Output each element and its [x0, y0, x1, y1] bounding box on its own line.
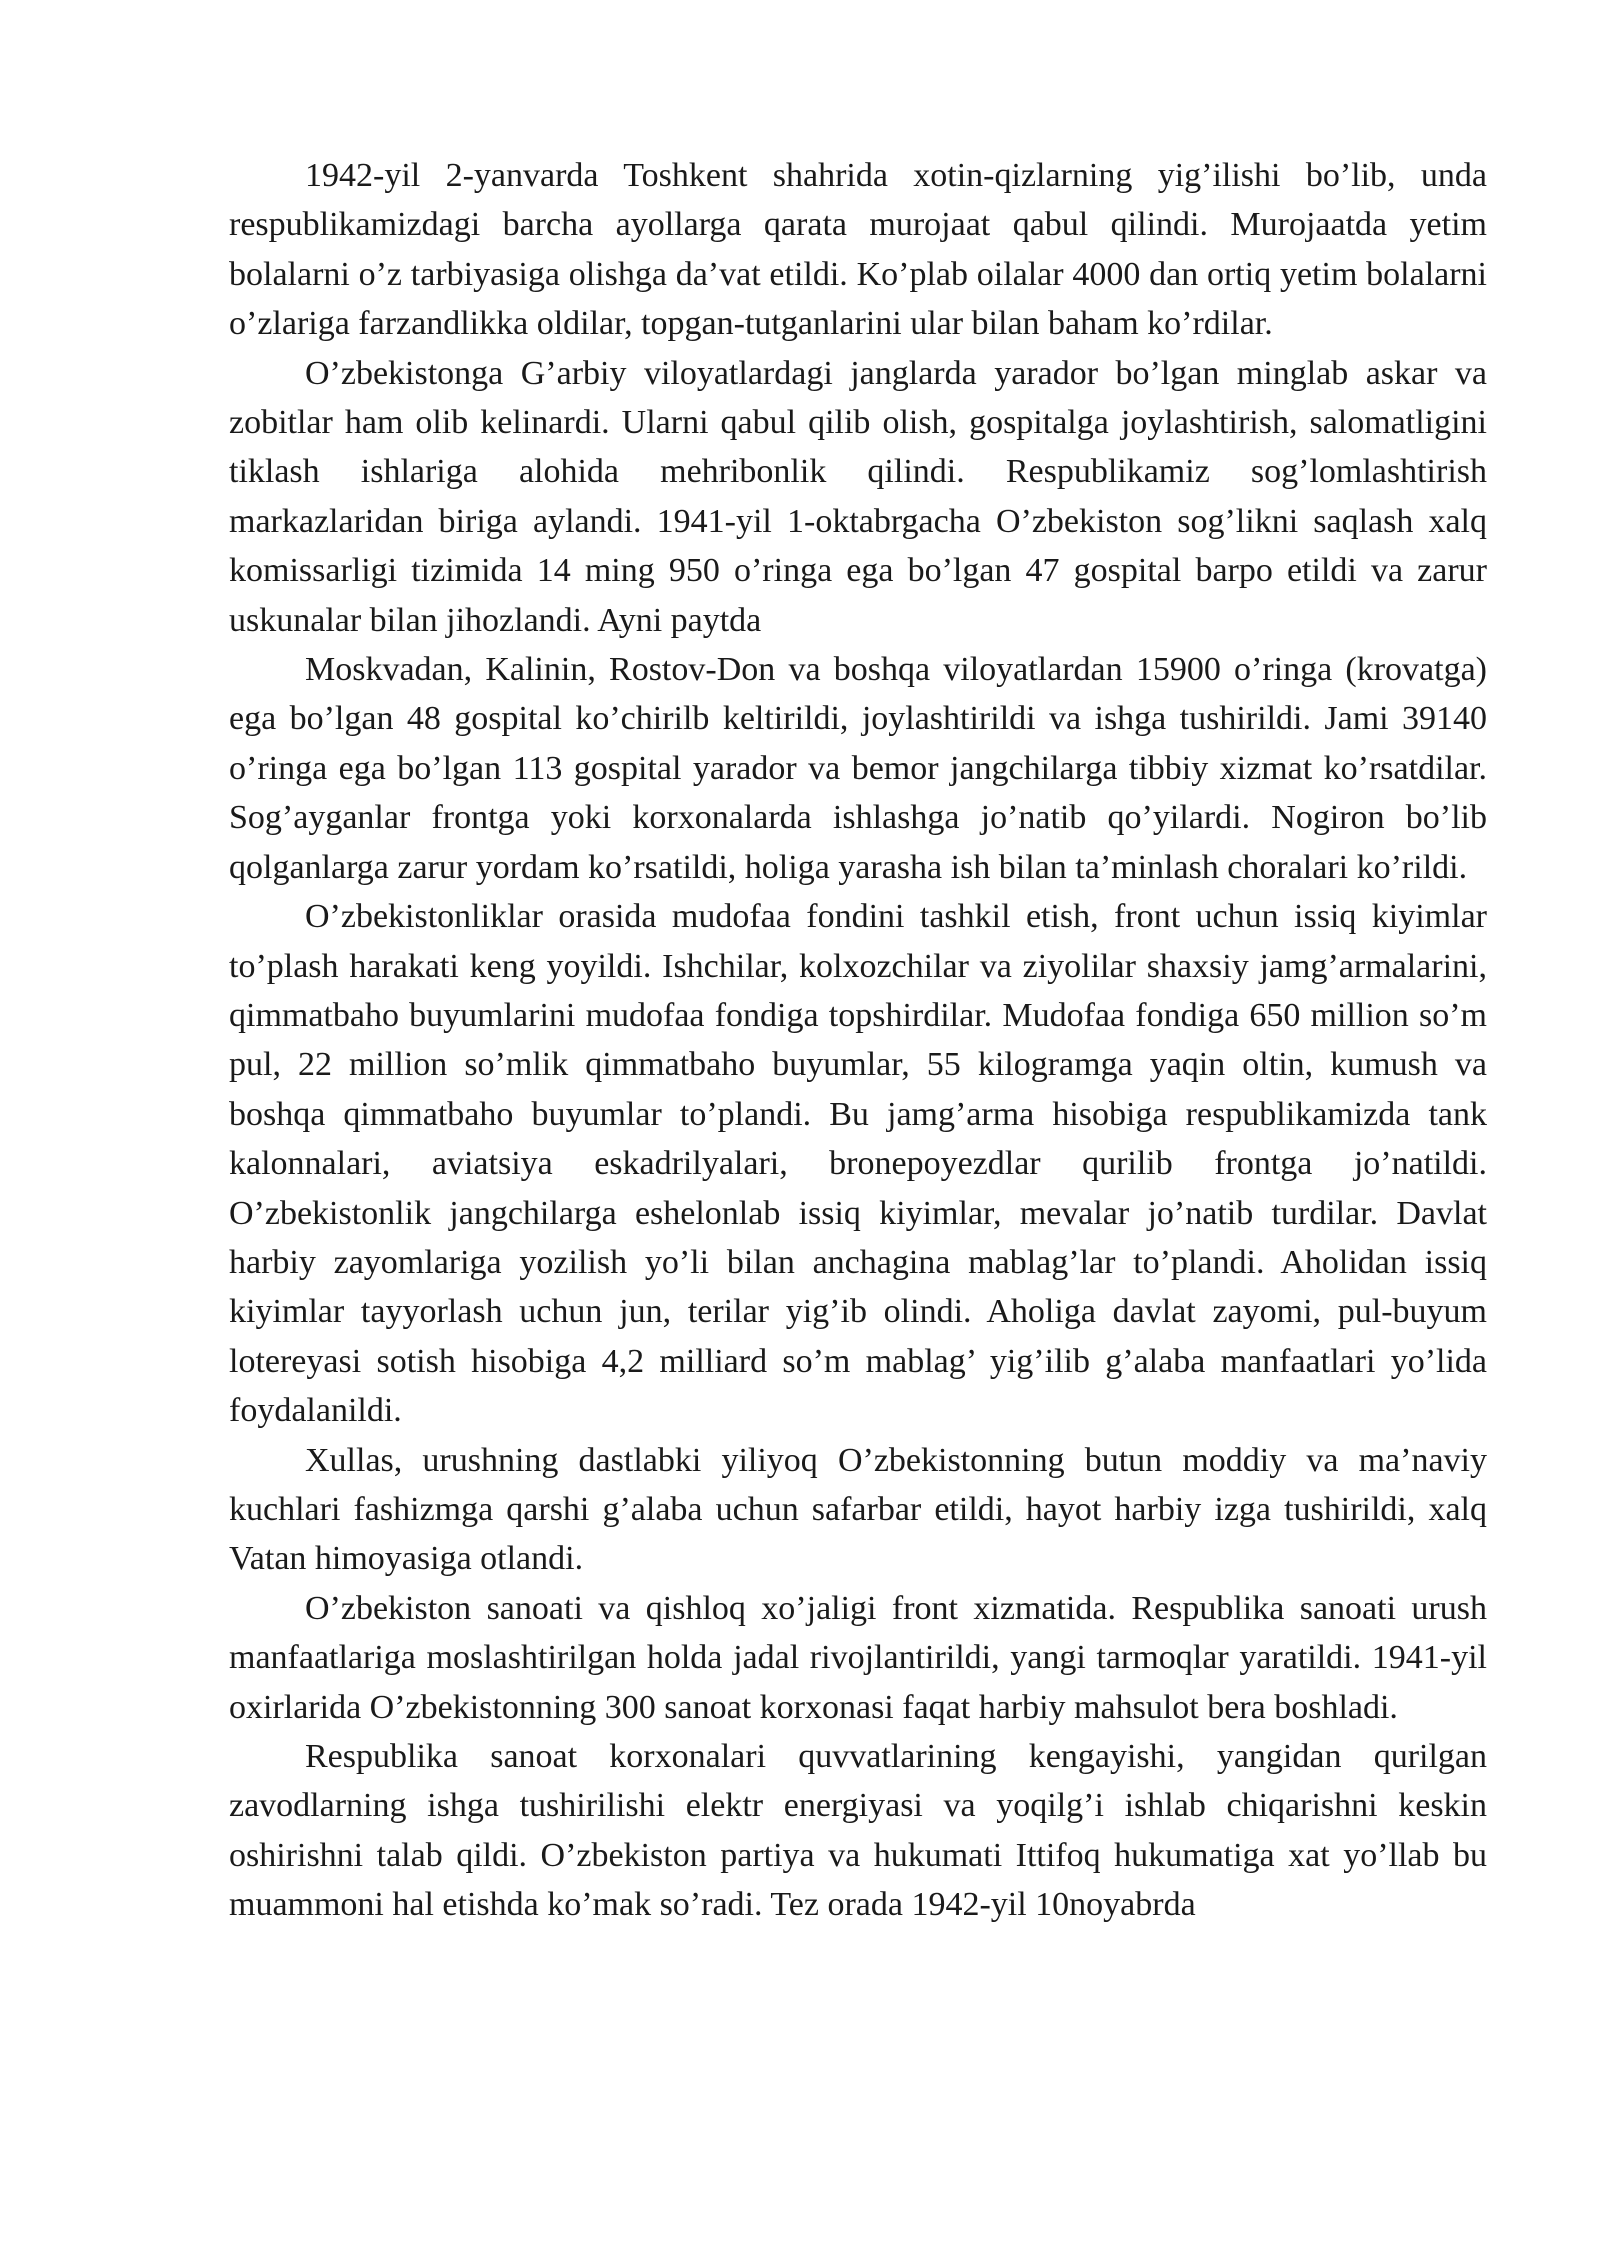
paragraph-industry: O’zbekiston sanoati va qishloq xo’jaligi front xizmatida. Respublika sanoati urush manfaatlariga moslashtirilgan holda jadal rivojlantirildi, yangi tarmoqlar yaratildi. 1941-yil oxirlarida O’zbekistonning 300 sanoat korxonasi faqat harbiy mahsulot bera boshladi.	[229, 1589, 1487, 1726]
paragraph-defense-fund: O’zbekistonliklar orasida mudofaa fondini tashkil etish, front uchun issiq kiyimlar to’plash harakati keng yoyildi. Ishchilar, kolxozchilar va ziyolilar shaxsiy jamg’armalarini, qimmatbaho buyumlarini mudofaa fondiga topshirdilar. Mudofaa fondiga 650 million so’m pul, 22 million so’mlik qimmatbaho buyumlar, 55 kilogramga yaqin oltin, kumush va boshqa qimmatbaho buyumlar to’plandi. Bu jamg’arma hisobiga respublikamizda tank kalonnalari, aviatsiya eskadrilyalari, bronepoyezdlar qurilib frontga jo’natildi. O’zbekistonlik jangchilarga eshelonlab issiq kiyimlar, mevalar jo’natib turdilar. Davlat harbiy zayomlariga yozilish yo’li bilan anchagina mablag’lar to’plandi. Aholidan issiq kiyimlar tayyorlash uchun jun, terilar yig’ib olindi. Aholiga davlat zayomi, pul-buyum lotereyasi sotish hisobiga 4,2 milliard so’m mablag’ yig’ilib g’alaba manfaatlari yo’lida foydalanildi.	[229, 898, 1487, 1430]
paragraph-evacuated-hospitals: Moskvadan, Kalinin, Rostov-Don va boshqa viloyatlardan 15900 o’ringa (krovatga) ega bo’lgan 48 gospital ko’chirilb keltirildi, joylashtirildi va ishga tushirildi. Jami 39140 o’ringa ega bo’lgan 113 gospital yarador va bemor jangchilarga tibbiy xizmat ko’rsatdilar. Sog’ayganlar frontga yoki korxonalarda ishlashga jo’natib qo’yilardi. Nogiron bo’lib qolganlarga zarur yordam ko’rsatildi, holiga yarasha ish bilan ta’minlash choralari ko’rildi.	[229, 651, 1487, 886]
paragraph-wounded-soldiers: O’zbekistonga G’arbiy viloyatlardagi janglarda yarador bo’lgan minglab askar va zobitlar ham olib kelinardi. Ularni qabul qilib olish, gospitalga joylashtirish, salomatligini tiklash ishlariga alohida mehribonlik qilindi. Respublikamiz sog’lomlashtirish markazlaridan biriga aylandi. 1941-yil 1-oktabrgacha O’zbekiston sog’likni saqlash xalq komissarligi tizimida 14 ming 950 o’ringa ega bo’lgan 47 gospital barpo etildi va zarur uskunalar bilan jihozlandi. Ayni paytda	[229, 354, 1487, 639]
paragraph-summary: Xullas, urushning dastlabki yiliyoq O’zbekistonning butun moddiy va ma’naviy kuchlari fashizmga qarshi g’alaba uchun safarbar etildi, hayot harbiy izga tushirildi, xalq Vatan himoyasiga otlandi.	[229, 1441, 1487, 1578]
paragraph-energy: Respublika sanoat korxonalari quvvatlarining kengayishi, yangidan qurilgan zavodlarning ishga tushirilishi elektr energiyasi va yoqilg’i ishlab chiqarishni keskin oshirishni talab qildi. O’zbekiston partiya va hukumati Ittifoq hukumatiga xat yo’llab bu muammoni hal etishda ko’mak so’radi. Tez orada 1942-yil 10noyabrda	[229, 1738, 1487, 1924]
paragraph-orphans-appeal: 1942-yil 2-yanvarda Toshkent shahrida xotin-qizlarning yig’ilishi bo’lib, unda respublikamizdagi barcha ayollarga qarata murojaat qabul qilindi. Murojaatda yetim bolalarni o’z tarbiyasiga olishga da’vat etildi. Ko’plab oilalar 4000 dan ortiq yetim bolalarni o’zlariga farzandlikka oldilar, topgan-tutganlarini ular bilan baham ko’rdilar.	[229, 157, 1487, 343]
document-page	[229, 151, 1487, 1930]
